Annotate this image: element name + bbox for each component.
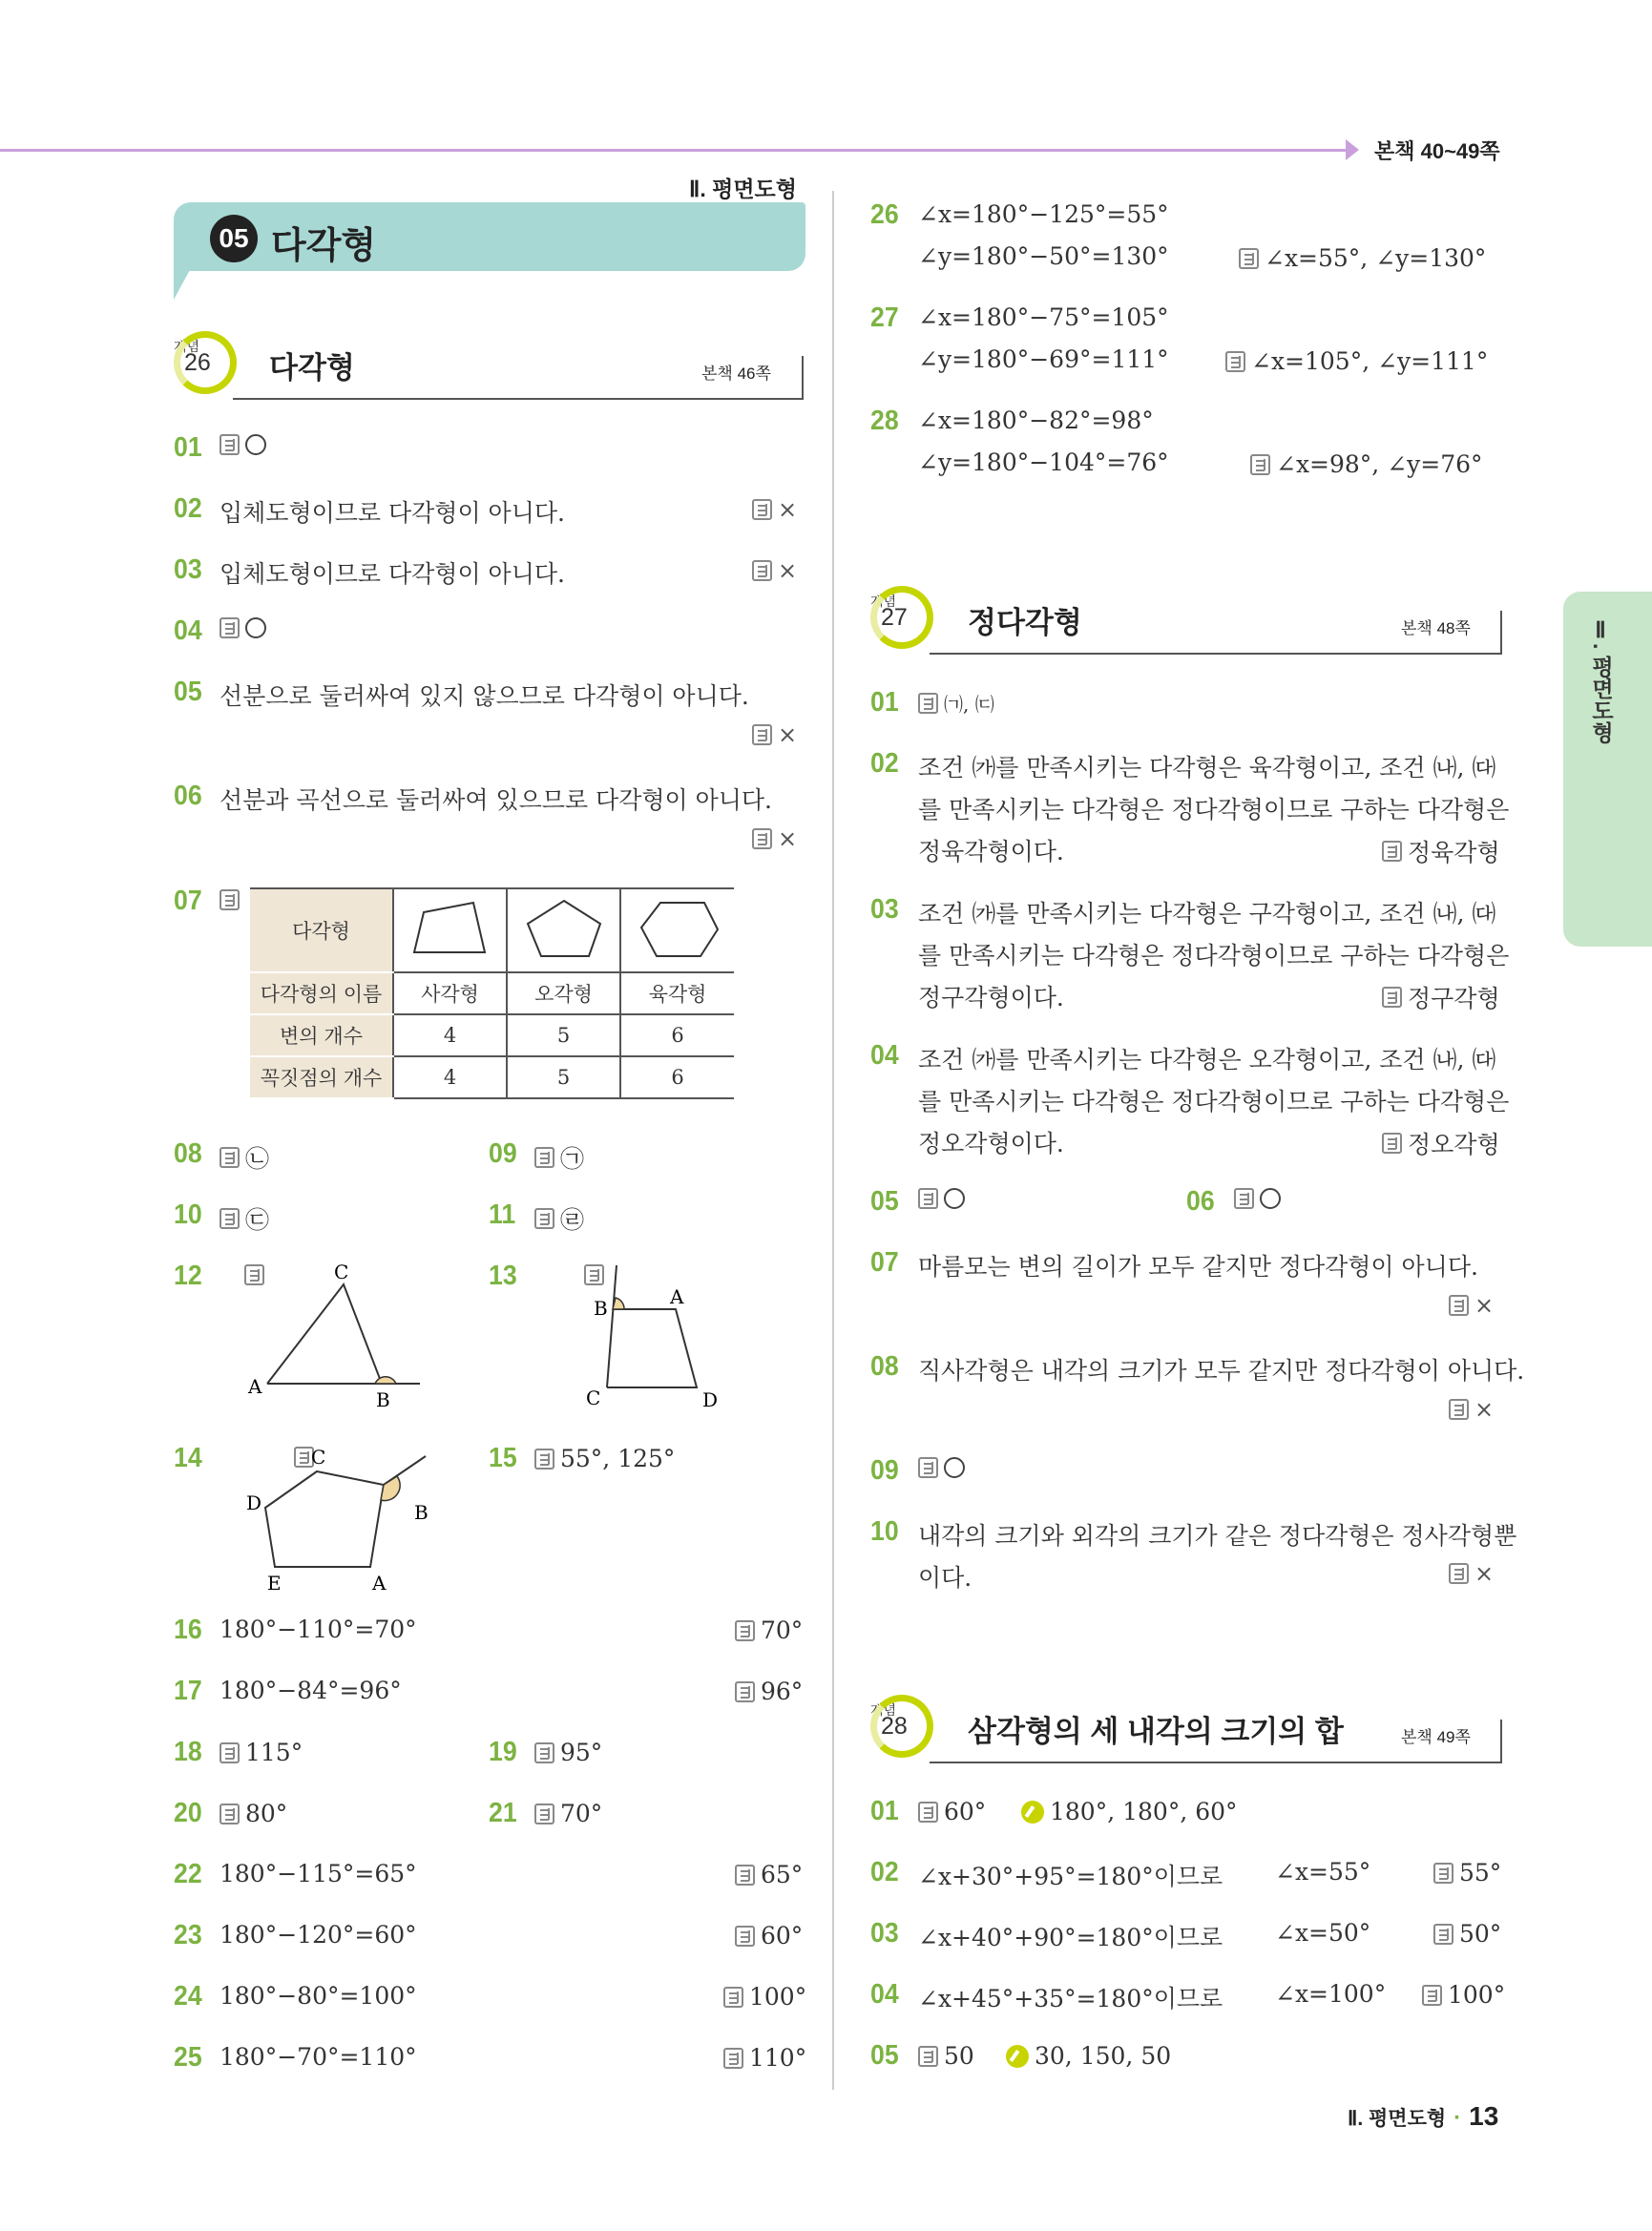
chapter-title: 다각형 (271, 226, 377, 266)
concept-tag: 개념 (870, 1702, 897, 1718)
q-number: 22 (174, 1859, 202, 1889)
q-number: 20 (174, 1798, 202, 1828)
answer: 정오각형 (1382, 1126, 1500, 1160)
answer: 100° (723, 1983, 806, 2011)
chapter-number: 05 (210, 215, 258, 262)
label-e: E (267, 1572, 282, 1595)
answer-icon (1382, 1133, 1402, 1154)
solution-text: ∠x+40°+90°=180°이므로 (918, 1924, 1223, 1951)
circle-mark-icon (944, 1188, 965, 1209)
solution-text: 정구각형이다. (918, 984, 1064, 1011)
answer (752, 557, 797, 584)
concept-ring-icon: 28 (870, 1695, 933, 1758)
table-cell: 오각형 (507, 972, 620, 1014)
solution-text: 180°−120°=60° (220, 1921, 417, 1949)
concept-tag: 개념 (174, 339, 200, 354)
solution-text: 조건 ㈎를 만족시키는 다각형은 육각형이고, 조건 ㈏, ㈐ (918, 754, 1496, 782)
label-c: C (586, 1387, 601, 1409)
answer: 55° (1433, 1859, 1501, 1887)
answer: ㉣ (534, 1201, 584, 1236)
answer-icon (1422, 1985, 1442, 2006)
answer-icon (1234, 1188, 1254, 1209)
answer-icon (1449, 1295, 1469, 1316)
q-number: 27 (870, 302, 899, 333)
answer-icon (918, 1802, 938, 1823)
q-number: 09 (870, 1455, 899, 1486)
solution-result: ∠x=100° (1275, 1980, 1387, 2008)
circle-mark-icon (944, 1457, 965, 1478)
answer-icon (534, 1449, 554, 1470)
q-number: 24 (174, 1981, 202, 2012)
side-tab-label: Ⅱ. 평면도형 (1589, 618, 1614, 743)
solution-text: 를 만족시키는 다각형은 정다각형이므로 구하는 다각형은 (918, 942, 1510, 970)
q-number: 16 (174, 1615, 202, 1645)
answer (1449, 1560, 1494, 1587)
x-mark-icon: × (1474, 1396, 1495, 1423)
q-number: 01 (174, 432, 202, 463)
q-number: 26 (870, 199, 899, 230)
answer-icon (735, 1926, 755, 1947)
answer: 50 (918, 2042, 974, 2070)
page-reference: 본책 40~49쪽 (1374, 139, 1500, 163)
answer: 정구각형 (1382, 980, 1500, 1014)
answer: 80° (220, 1800, 287, 1827)
x-mark-icon: × (1474, 1560, 1495, 1587)
pencil-icon (1006, 2045, 1029, 2068)
q-number: 06 (174, 781, 202, 811)
answer-icon (735, 1620, 755, 1641)
answer-icon (735, 1865, 755, 1886)
answer (918, 1188, 965, 1209)
answer-icon (220, 434, 240, 455)
answer: 70° (534, 1800, 602, 1827)
answer-icon (752, 724, 772, 745)
quadrilateral-figure (393, 888, 507, 972)
answer-icon (1382, 841, 1402, 862)
q-number: 23 (174, 1920, 202, 1950)
answer-icon (534, 1147, 554, 1168)
x-mark-icon: × (778, 825, 798, 852)
circle-mark-icon (1260, 1188, 1281, 1209)
answer-icon (752, 828, 772, 849)
q-number: 10 (174, 1199, 202, 1230)
concept-ring-icon: 27 (870, 586, 933, 649)
solution-text: ∠x=180°−75°=105° (918, 303, 1169, 331)
solution-text: 180°−70°=110° (220, 2043, 417, 2071)
table-cell: 사각형 (393, 972, 507, 1014)
answer (1449, 1292, 1494, 1319)
solution-text: ∠x=180°−125°=55° (918, 200, 1169, 228)
answer-icon (220, 1804, 240, 1824)
answer-icon (918, 1457, 938, 1478)
answer: ㉡ (220, 1140, 269, 1175)
answer: 60° (918, 1798, 986, 1825)
pentagon-figure (507, 888, 620, 972)
answer (752, 721, 797, 748)
polygon-table (250, 887, 734, 1099)
answer: ㉠ (534, 1140, 584, 1175)
answer-icon (752, 560, 772, 581)
label-c: C (334, 1261, 349, 1283)
q-number: 13 (489, 1261, 517, 1291)
answer: 60° (735, 1922, 803, 1950)
solution-text: 이다. (918, 1564, 972, 1592)
answer-icon (752, 499, 772, 520)
answer-icon (534, 1804, 554, 1824)
answer (220, 617, 266, 638)
solution-text: 선분과 곡선으로 둘러싸여 있으므로 다각형이 아니다. (220, 786, 772, 814)
q-number: 04 (870, 1040, 899, 1071)
concept-page-ref: 본책 49쪽 (1401, 1728, 1471, 1746)
answer: 65° (735, 1861, 803, 1888)
circle-mark-icon (245, 434, 266, 455)
solution-text: 내각의 크기와 외각의 크기가 같은 정다각형은 정사각형뿐 (918, 1522, 1517, 1550)
q-number: 08 (870, 1351, 899, 1382)
x-mark-icon: × (778, 721, 798, 748)
concept-title: 정다각형 (968, 606, 1082, 639)
answer (1234, 1188, 1281, 1209)
solution-result: ∠x=50° (1275, 1919, 1371, 1947)
answer-icon (220, 1208, 240, 1229)
solution-text: 조건 ㈎를 만족시키는 다각형은 구각형이고, 조건 ㈏, ㈐ (918, 900, 1496, 928)
answer: 110° (723, 2044, 806, 2072)
concept-page-ref: 본책 46쪽 (701, 365, 771, 383)
concept-page-ref: 본책 48쪽 (1401, 619, 1471, 637)
table-header-polygon: 다각형 (250, 888, 393, 972)
concept-title: 삼각형의 세 내각의 크기의 합 (968, 1715, 1344, 1748)
label-d: D (246, 1491, 262, 1514)
q-number: 03 (174, 554, 202, 585)
label-b: B (376, 1388, 390, 1408)
q-number: 04 (870, 1979, 899, 2010)
trapezoid-figure (563, 1256, 754, 1418)
answer-icon (534, 1208, 554, 1229)
q-number: 17 (174, 1676, 202, 1706)
answer (752, 825, 797, 852)
q-number: 01 (870, 1796, 899, 1826)
answer: 95° (534, 1739, 602, 1766)
answer (918, 1457, 965, 1478)
answer-icon (220, 617, 240, 638)
hint: 30, 150, 50 (1006, 2042, 1171, 2070)
table-cell: 6 (620, 1014, 734, 1056)
answer-icon (1225, 351, 1245, 372)
solution-text: ∠x+30°+95°=180°이므로 (918, 1863, 1223, 1890)
table-header-name: 다각형의 이름 (250, 972, 393, 1014)
answer: 70° (735, 1616, 803, 1644)
table-cell: 4 (393, 1014, 507, 1056)
q-number: 02 (870, 748, 899, 779)
table-cell: 6 (620, 1056, 734, 1098)
q-number: 05 (870, 2040, 899, 2071)
solution-text: 를 만족시키는 다각형은 정다각형이므로 구하는 다각형은 (918, 796, 1510, 824)
circle-mark-icon (245, 617, 266, 638)
solution-text: 를 만족시키는 다각형은 정다각형이므로 구하는 다각형은 (918, 1088, 1510, 1116)
solution-text: 입체도형이므로 다각형이 아니다. (220, 499, 565, 527)
concept-underline (930, 653, 1502, 655)
answer-icon (220, 889, 240, 910)
q-number: 01 (870, 687, 899, 718)
answer: 55°, 125° (534, 1445, 675, 1472)
q-number: 03 (870, 894, 899, 925)
label-d: D (702, 1388, 719, 1411)
table-cell: 육각형 (620, 972, 734, 1014)
x-mark-icon: × (1474, 1292, 1495, 1319)
solution-text: ∠x=180°−82°=98° (918, 407, 1154, 434)
q-number: 04 (174, 615, 202, 646)
q-number: 11 (489, 1199, 516, 1230)
q-number: 06 (1186, 1186, 1215, 1217)
answer-icon (918, 693, 938, 714)
answer: ∠x=98°, ∠y=76° (1250, 450, 1483, 478)
answer-icon (1433, 1863, 1453, 1884)
solution-text: ∠y=180°−50°=130° (918, 242, 1169, 270)
solution-text: 선분으로 둘러싸여 있지 않으므로 다각형이 아니다. (220, 682, 749, 710)
solution-text: ∠y=180°−104°=76° (918, 448, 1169, 476)
answer-icon (1449, 1563, 1469, 1584)
answer-icon (1239, 248, 1259, 269)
footer-section: Ⅱ. 평면도형 (1348, 2108, 1447, 2130)
answer: ∠x=55°, ∠y=130° (1239, 244, 1486, 272)
solution-text: 조건 ㈎를 만족시키는 다각형은 오각형이고, 조건 ㈏, ㈐ (918, 1046, 1496, 1074)
label-c: C (311, 1446, 326, 1469)
page-number: 13 (1469, 2101, 1499, 2131)
answer-icon (918, 1188, 938, 1209)
answer-icon (918, 2046, 938, 2067)
answer: 96° (735, 1678, 803, 1705)
table-header-sides: 변의 개수 (250, 1014, 393, 1056)
table-cell: 5 (507, 1056, 620, 1098)
answer (1449, 1396, 1494, 1423)
solution-result: ∠x=55° (1275, 1858, 1371, 1886)
solution-text: 180°−84°=96° (220, 1677, 402, 1704)
table-cell: 4 (393, 1056, 507, 1098)
label-b: B (414, 1501, 429, 1524)
q-number: 21 (489, 1798, 517, 1828)
concept-27-header (870, 582, 1502, 657)
concept-26-header (174, 327, 805, 402)
answer-icon (1433, 1924, 1453, 1945)
concept-underline (930, 1762, 1502, 1763)
answer: 100° (1422, 1981, 1505, 2009)
concept-bracket (1500, 611, 1502, 655)
solution-text: 입체도형이므로 다각형이 아니다. (220, 560, 565, 588)
answer: 50° (1433, 1920, 1501, 1948)
answer-icon (534, 1742, 554, 1763)
solution-text: ∠y=180°−69°=111° (918, 345, 1169, 373)
concept-28-header (870, 1691, 1502, 1765)
q-number: 12 (174, 1261, 202, 1291)
answer-icon (735, 1681, 755, 1702)
solution-text: 직사각형은 내각의 크기가 모두 같지만 정다각형이 아니다. (918, 1357, 1525, 1385)
concept-ring-icon: 26 (174, 331, 237, 394)
answer-icon (1382, 987, 1402, 1008)
concept-underline (233, 398, 804, 400)
triangle-figure (239, 1256, 429, 1408)
solution-text: ∠x+45°+35°=180°이므로 (918, 1985, 1223, 2012)
answer-icon (220, 1147, 240, 1168)
header-rule (0, 149, 1346, 152)
answer-icon (723, 2048, 743, 2069)
solution-text: 180°−80°=100° (220, 1982, 417, 2010)
q-number: 25 (174, 2042, 202, 2073)
q-number: 05 (870, 1186, 899, 1217)
answer-icon (1250, 454, 1270, 475)
table-header-vertices: 꼭짓점의 개수 (250, 1056, 393, 1098)
answer: ㈀, ㈂ (918, 689, 994, 717)
q-number: 15 (489, 1443, 517, 1473)
footer (1348, 2101, 1498, 2132)
answer: ∠x=105°, ∠y=111° (1225, 347, 1488, 375)
q-number: 28 (870, 406, 899, 436)
column-divider (832, 191, 834, 2090)
q-number: 07 (870, 1247, 899, 1278)
x-mark-icon: × (778, 496, 798, 523)
pencil-icon (1021, 1801, 1044, 1824)
q-number: 18 (174, 1737, 202, 1767)
answer (220, 434, 266, 455)
q-number: 19 (489, 1737, 517, 1767)
label-b: B (594, 1297, 608, 1320)
concept-bracket (802, 356, 804, 400)
answer: ㉢ (220, 1201, 269, 1236)
q-number: 10 (870, 1516, 899, 1547)
chapter-banner-tail (174, 258, 197, 300)
x-mark-icon: × (778, 557, 798, 584)
solution-text: 180°−110°=70° (220, 1616, 417, 1643)
answer (752, 496, 797, 523)
answer-icon (1449, 1399, 1469, 1420)
q-number: 09 (489, 1138, 517, 1169)
pentagon-labeled-figure (239, 1443, 449, 1595)
section-label: Ⅱ. 평면도형 (689, 177, 797, 201)
solution-text: 정오각형이다. (918, 1130, 1064, 1157)
q-number: 08 (174, 1138, 202, 1169)
answer: 115° (220, 1739, 303, 1766)
answer: 정육각형 (1382, 834, 1500, 868)
solution-text: 180°−115°=65° (220, 1860, 417, 1887)
concept-title: 다각형 (269, 351, 355, 385)
q-number: 05 (174, 677, 202, 707)
q-number: 02 (870, 1857, 899, 1887)
solution-text: 마름모는 변의 길이가 모두 같지만 정다각형이 아니다. (918, 1253, 1478, 1281)
hexagon-figure (620, 888, 734, 972)
label-a: A (372, 1572, 387, 1595)
concept-bracket (1500, 1720, 1502, 1763)
chapter-banner (174, 202, 805, 271)
solution-text: 정육각형이다. (918, 838, 1064, 865)
q-number: 03 (870, 1918, 899, 1949)
arrow-right-icon (1346, 139, 1359, 160)
label-a: A (248, 1375, 262, 1398)
hint: 180°, 180°, 60° (1021, 1798, 1238, 1825)
concept-tag: 개념 (870, 594, 897, 609)
answer-icon (723, 1987, 743, 2008)
table-cell: 5 (507, 1014, 620, 1056)
label-a: A (670, 1285, 684, 1308)
q-number: 14 (174, 1443, 202, 1473)
answer-icon (220, 1742, 240, 1763)
q-number: 07 (174, 886, 202, 916)
q-number: 02 (174, 493, 202, 524)
footer-dot: · (1453, 2105, 1462, 2131)
